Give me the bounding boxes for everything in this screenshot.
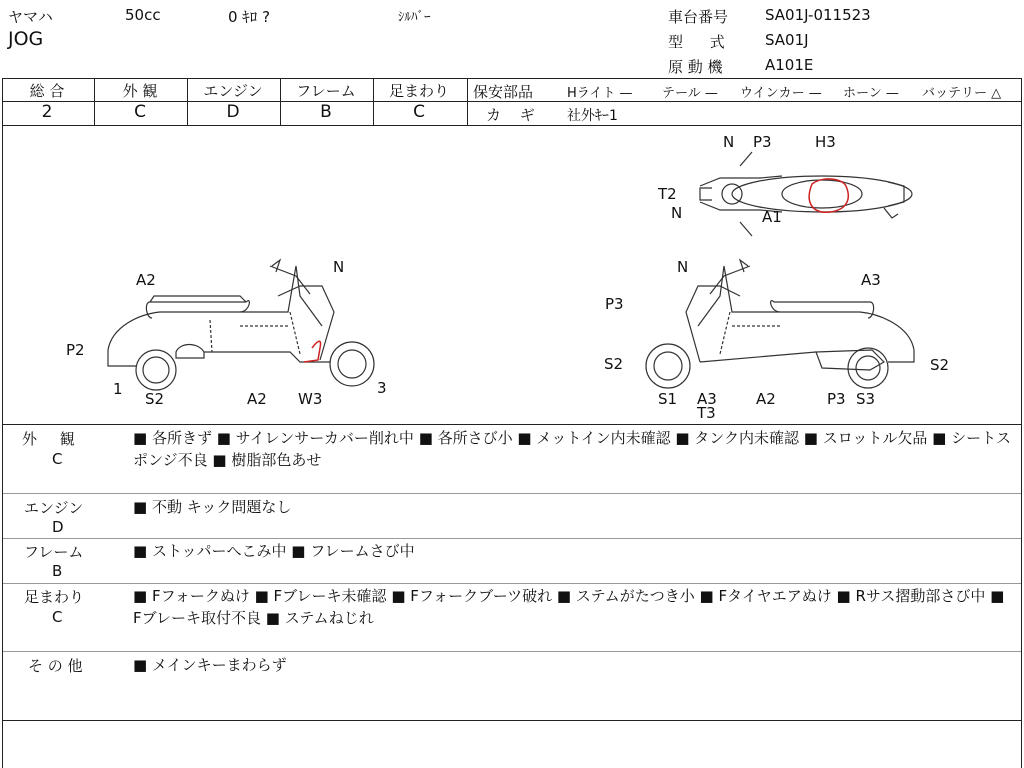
exterior-label: 外 観 bbox=[122, 82, 158, 100]
frame-grade: B bbox=[320, 102, 332, 122]
remark-text-suspension: ■ Fフォークぬけ ■ Fブレーキ未確認 ■ Fフォークブーツ破れ ■ ステムがたつき小 ■ Fタイヤエアぬけ ■ Rサス摺動部さび中 ■ Fブレーキ取付不良 ■ ステムねじれ bbox=[133, 587, 1005, 627]
diagram-label: P3 bbox=[753, 133, 772, 151]
diagram-label: A2 bbox=[247, 390, 267, 408]
displacement: 50cc bbox=[125, 6, 161, 24]
engine-model-label: 原 動 機 bbox=[668, 58, 723, 76]
diagram-label: S1 bbox=[658, 390, 678, 408]
diagram-label: N bbox=[671, 204, 683, 222]
remark-label-other: そ の 他 bbox=[28, 657, 83, 675]
remark-text-engine: ■ 不動 キック問題なし bbox=[133, 498, 292, 516]
tail-status: テール — bbox=[662, 86, 718, 101]
diagram-label: H3 bbox=[815, 133, 836, 151]
diagram-label: A3 bbox=[697, 390, 717, 408]
diagram-label: 1 bbox=[113, 380, 123, 398]
remark-label-frame: フレーム bbox=[24, 543, 84, 561]
total-label: 総 合 bbox=[29, 82, 65, 100]
mileage: 0 ｷﾛ ? bbox=[228, 8, 271, 26]
remark-label-exterior: 外 観 bbox=[22, 430, 75, 448]
remark-grade-suspension: C bbox=[52, 608, 63, 626]
diagram-label: P3 bbox=[827, 390, 846, 408]
cell-divider bbox=[467, 78, 468, 125]
diagram-label: P2 bbox=[66, 341, 85, 359]
remark-grade-engine: D bbox=[52, 518, 64, 536]
remark-grade-exterior: C bbox=[52, 450, 63, 468]
diagram-label: S3 bbox=[856, 390, 876, 408]
frame-no-label: 車台番号 bbox=[668, 8, 729, 26]
model-name: JOG bbox=[8, 28, 44, 50]
remark-label-suspension: 足まわり bbox=[24, 588, 85, 606]
remark-label-engine: エンジン bbox=[24, 499, 84, 517]
diagram-label: S2 bbox=[604, 355, 624, 373]
divider bbox=[2, 78, 1021, 79]
divider bbox=[2, 651, 1021, 652]
scooter-top-view-icon bbox=[700, 152, 912, 236]
diagram-label: A1 bbox=[762, 208, 782, 226]
horn-status: ホーン — bbox=[843, 86, 899, 101]
divider bbox=[2, 424, 1021, 425]
diagram-label: N bbox=[333, 258, 345, 276]
divider bbox=[2, 493, 1021, 494]
engine-grade: D bbox=[226, 102, 240, 122]
diagram-label: W3 bbox=[298, 390, 323, 408]
divider bbox=[2, 583, 1021, 584]
engine-label: エンジン bbox=[203, 82, 263, 100]
headlight-status: Hライト — bbox=[567, 86, 633, 101]
type-value: SA01J bbox=[765, 31, 809, 49]
color-value: ｼﾙﾊﾞｰ bbox=[398, 10, 431, 25]
key-value: 社外ｷｰ1 bbox=[567, 108, 618, 124]
safety-parts-label: 保安部品 bbox=[473, 83, 534, 101]
diagram-label: T2 bbox=[658, 185, 677, 203]
diagram-label: P3 bbox=[605, 295, 624, 313]
exterior-grade: C bbox=[134, 102, 146, 122]
winker-status: ウインカー — bbox=[740, 86, 822, 101]
diagram-label: S2 bbox=[145, 390, 165, 408]
frame-label: フレーム bbox=[296, 82, 356, 100]
divider bbox=[2, 720, 1021, 721]
maker: ヤマハ bbox=[8, 8, 53, 26]
divider bbox=[467, 101, 1021, 102]
diagram-label: N bbox=[677, 258, 689, 276]
battery-status: バッテリー △ bbox=[922, 86, 1002, 101]
key-label: カ ギ bbox=[486, 106, 535, 124]
diagram-label: A2 bbox=[136, 271, 156, 289]
remark-grade-frame: B bbox=[52, 562, 63, 580]
engine-model-value: A101E bbox=[765, 56, 814, 74]
diagram-label: A2 bbox=[756, 390, 776, 408]
remark-text-frame: ■ ストッパーへこみ中 ■ フレームさび中 bbox=[133, 542, 415, 560]
damage-mark-icon bbox=[304, 341, 321, 362]
diagram-label: S2 bbox=[930, 356, 950, 374]
suspension-grade: C bbox=[413, 102, 425, 122]
type-label: 型 式 bbox=[668, 33, 725, 51]
frame-no-value: SA01J-011523 bbox=[765, 6, 871, 24]
remark-text-other: ■ メインキーまわらず bbox=[133, 656, 287, 674]
diagram-label: N bbox=[723, 133, 735, 151]
divider bbox=[2, 538, 1021, 539]
remark-text-exterior: ■ 各所きず ■ サイレンサーカバー削れ中 ■ 各所さび小 ■ メットイン内未確認 ■ タンク内未確認 ■ スロットル欠品 ■ シートスポンジ不良 ■ 樹脂部色あせ bbox=[133, 429, 1011, 469]
diagram-label: A3 bbox=[861, 271, 881, 289]
total-score: 2 bbox=[41, 102, 53, 122]
diagram-label: 3 bbox=[377, 379, 387, 397]
suspension-label: 足まわり bbox=[388, 82, 449, 100]
diagram-label: T3 bbox=[697, 404, 716, 422]
